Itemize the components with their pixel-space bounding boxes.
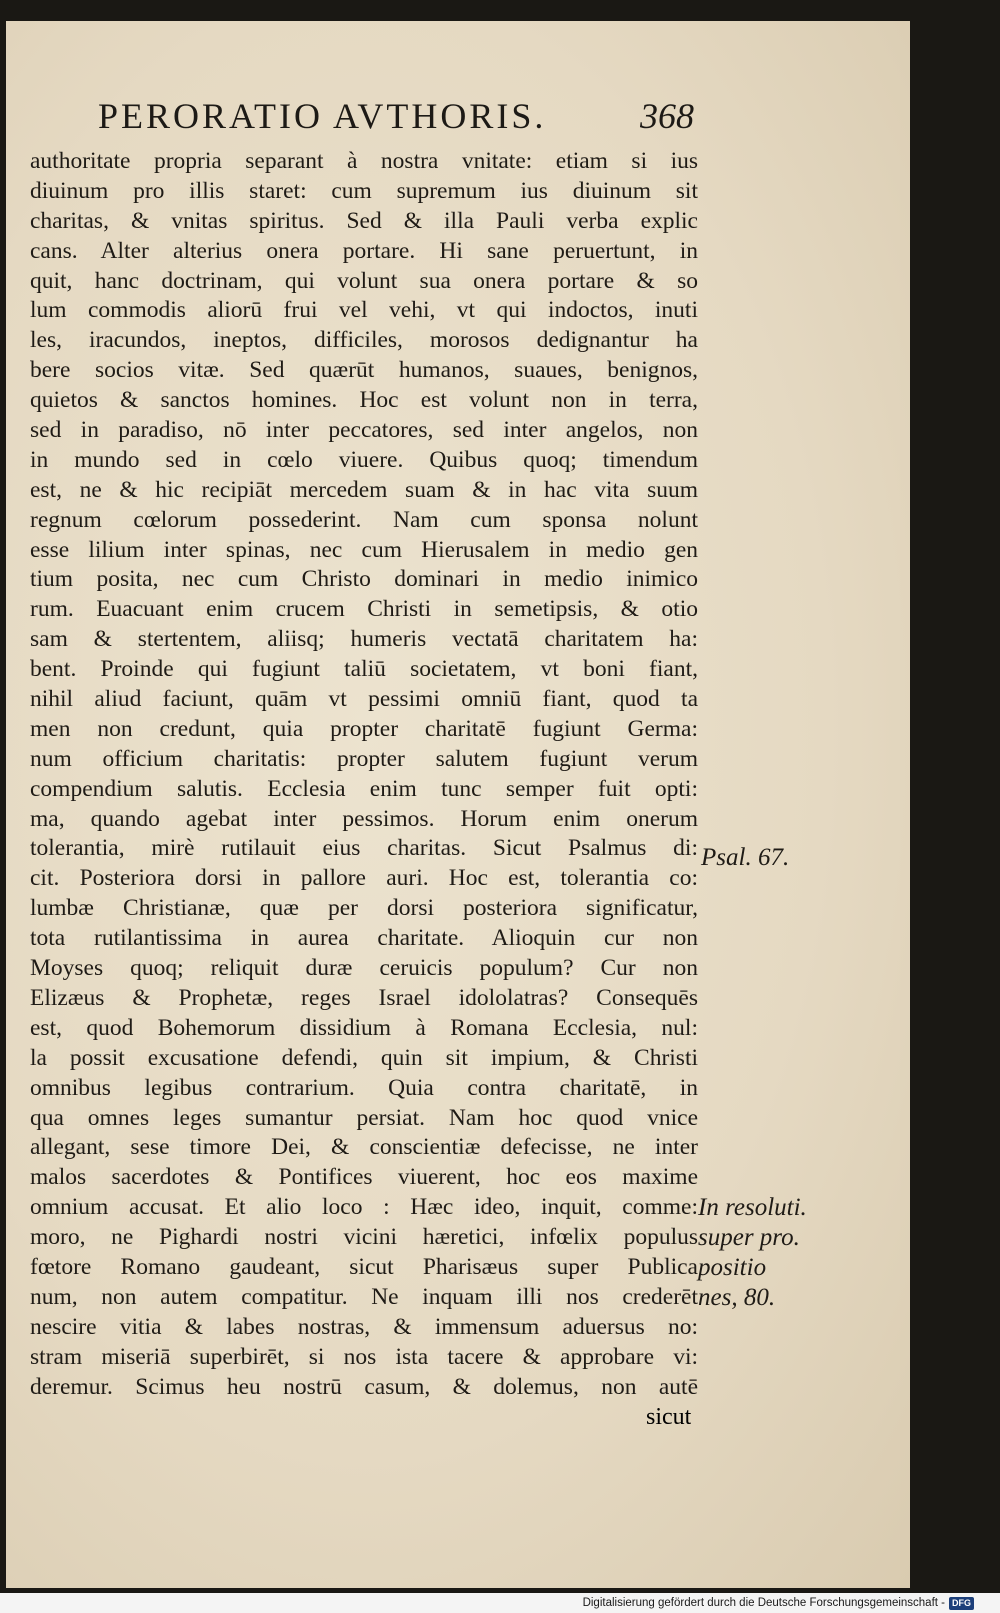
text-line: Moyses quoq; reliquit duræ ceruicis populum? Cur non [30, 955, 698, 982]
margin-note-resolution [698, 1193, 848, 1313]
text-line: ma, quando agebat inter pessimos. Horum enim onerum [30, 805, 698, 832]
text-line: tolerantia, mirè rutilauit eius charitas. Sicut Psalmus di: [30, 835, 698, 862]
text-line: lumbæ Christianæ, quæ per dorsi posteriora significatur, [30, 895, 698, 922]
text-line: est, quod Bohemorum dissidium à Romana Ecclesia, nul: [30, 1014, 698, 1041]
margin-note-line: nes, 80. [698, 1284, 776, 1311]
margin-note-line: In resoluti. [698, 1194, 807, 1221]
catchword: sicut [646, 1404, 692, 1430]
text-line: bere socios vitæ. Sed quærūt humanos, suaues, benignos, [30, 357, 698, 384]
text-line: compendium salutis. Ecclesia enim tunc semper fuit opti: [30, 775, 698, 802]
text-line: deremur. Scimus heu nostrū casum, & dolemus, non autē [30, 1373, 698, 1400]
text-line: qua omnes leges sumantur persiat. Nam hoc quod vnice [30, 1104, 698, 1131]
text-line: est, ne & hic recipiāt mercedem suam & in hac vita suum [30, 476, 698, 503]
text-line: rum. Euacuant enim crucem Christi in semetipsis, & otio [30, 596, 698, 623]
text-line: regnum cœlorum possederint. Nam cum sponsa nolunt [30, 506, 698, 533]
text-line: omnium accusat. Et alio loco : Hæc ideo, inquit, comme: [30, 1194, 698, 1221]
text-line: sam & stertentem, aliisq; humeris vectatā charitatem ha: [30, 626, 698, 653]
text-line: les, iracundos, ineptos, difficiles, morosos dedignantur ha [30, 327, 698, 354]
text-line: fœtore Romano gaudeant, sicut Pharisæus super Publica [30, 1253, 698, 1280]
text-line: charitas, & vnitas spiritus. Sed & illa Pauli verba explic [30, 207, 698, 234]
text-line: diuinum pro illis staret: cum supremum ius diuinum sit [30, 177, 698, 204]
text-line: num officium charitatis: propter salutem fugiunt verum [30, 745, 698, 772]
running-head: PERORATIO AVTHORIS. [98, 96, 547, 136]
page-number: 368 [640, 96, 694, 136]
text-line: sed in paradiso, nō inter peccatores, sed inter angelos, non [30, 417, 698, 444]
text-line: cit. Posteriora dorsi in pallore auri. Hoc est, tolerantia co: [30, 865, 698, 892]
book-page [6, 21, 910, 1588]
text-line: quietos & sanctos homines. Hoc est volunt non in terra, [30, 387, 698, 414]
text-line: malos sacerdotes & Pontifices viuerent, hoc eos maxime [30, 1164, 698, 1191]
digitization-credit [575, 1593, 978, 1613]
dfg-logo-icon: DFG [949, 1597, 974, 1610]
text-line: nihil aliud faciunt, quām vt pessimi omniū fiant, quod ta [30, 686, 698, 713]
text-line: cans. Alter alterius onera portare. Hi sane peruertunt, in [30, 237, 698, 264]
text-line: num, non autem compatitur. Ne inquam illi nos crederēt [30, 1283, 698, 1310]
text-line: moro, ne Pighardi nostri vicini hæretici, infœlix populus [30, 1224, 698, 1251]
text-line: esse lilium inter spinas, nec cum Hierusalem in medio gen [30, 536, 698, 563]
margin-note-line: super pro. [698, 1224, 800, 1251]
text-line: quit, hanc doctrinam, qui volunt sua onera portare & so [30, 267, 698, 294]
text-line: lum commodis aliorū frui vel vehi, vt qui indoctos, inuti [30, 297, 698, 324]
text-line: allegant, sese timore Dei, & conscientiæ defecisse, ne inter [30, 1134, 698, 1161]
text-line: Elizæus & Prophetæ, reges Israel idololatras? Consequēs [30, 984, 698, 1011]
margin-note-line: positio [698, 1254, 767, 1281]
credit-text: Digitalisierung gefördert durch die Deutsche Forschungsgemeinschaft - [582, 1597, 945, 1609]
text-line: in mundo sed in cœlo viuere. Quibus quoq; timendum [30, 446, 698, 473]
text-line: bent. Proinde qui fugiunt taliū societatem, vt boni fiant, [30, 656, 698, 683]
text-line: men non credunt, quia propter charitatē fugiunt Germa: [30, 715, 698, 742]
text-line: authoritate propria separant à nostra vnitate: etiam si ius [30, 148, 698, 174]
text-line: nescire vitia & labes nostras, & immensum aduersus no: [30, 1313, 698, 1340]
text-line: la possit excusatione defendi, quin sit impium, & Christi [30, 1044, 698, 1071]
text-line: stram miseriā superbirēt, si nos ista tacere & approbare vi: [30, 1343, 698, 1370]
text-line: tium posita, nec cum Christo dominari in medio inimico [30, 566, 698, 593]
text-line: omnibus legibus contrarium. Quia contra charitatē, in [30, 1074, 698, 1101]
margin-note-psalm: Psal. 67. [701, 844, 790, 871]
page-header [98, 89, 694, 143]
text-line: tota rutilantissima in aurea charitate. Alioquin cur non [30, 925, 698, 952]
body-text [30, 147, 698, 1402]
